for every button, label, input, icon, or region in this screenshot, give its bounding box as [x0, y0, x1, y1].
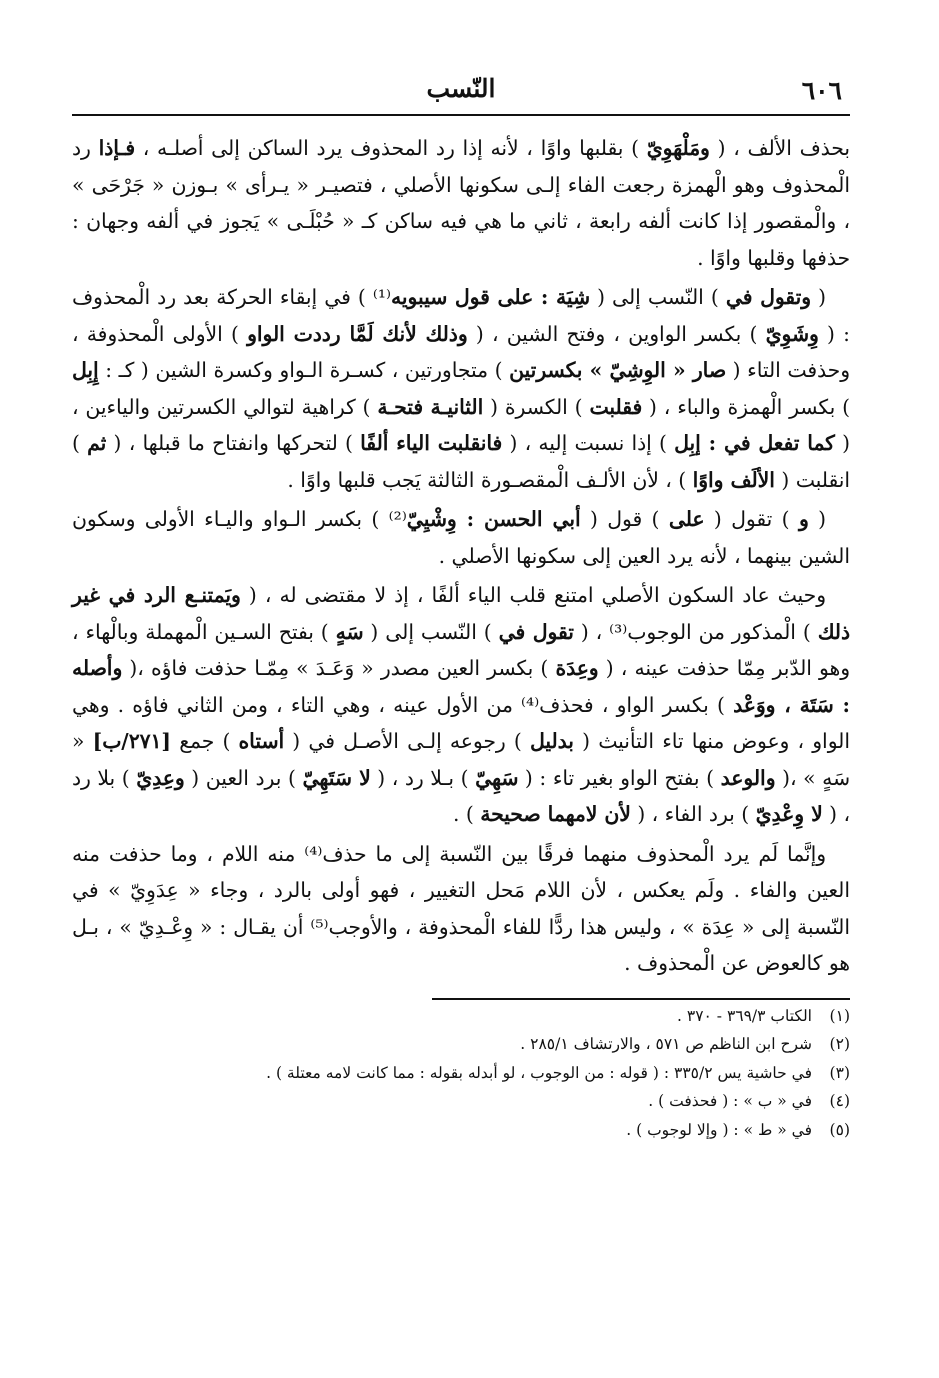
text-segment: ) الأولى الْمحذوفة ، وحذفت التاء ( [72, 321, 851, 382]
paragraph [72, 501, 850, 574]
footnote [72, 1116, 850, 1145]
page-header [72, 70, 850, 116]
text-segment: بحذف الألف ، ( [709, 136, 850, 160]
bold-text-segment: وعِدَة [555, 656, 599, 680]
text-segment: ⁽²⁾ ) بكسر الـواو واليـاء الأولى وسكون الشين بينهما ، لأنه يرد العين إلى سكونها الأصلي . [72, 507, 850, 568]
text-segment: ) بفتح السـين الْمهملة وبالْهاء ، وهو الدّبر مِمّا حذفت عينه ، ( [72, 619, 850, 680]
main-text [72, 130, 850, 982]
text-segment: ) النّسب إلى ( [363, 619, 499, 644]
text-segment: « سَهٍ » ،( [72, 729, 851, 790]
paragraph [72, 279, 850, 498]
text-segment: ⁽¹⁾ ) في إبقاء الحركة بعد رد الْمحذوف : ( [72, 285, 850, 346]
text-segment: ) بكسر العين مصدر « وَعَـدَ » مِمّـا حذفت فاؤه ،( [122, 656, 556, 680]
footnote-text: في « ب » : ( فحذفت ) . [648, 1092, 812, 1110]
bold-text-segment: شِيَة : على قول سيبويه [390, 285, 590, 309]
bold-text-segment: ومَلْهَوِيّ [646, 136, 710, 160]
bold-text-segment: فـإذا [98, 136, 136, 160]
text-segment: ) تقول ( [704, 507, 799, 531]
footnote [72, 1087, 850, 1116]
footnote-number: (٥) [829, 1120, 850, 1139]
document-page [72, 70, 850, 1144]
paragraph [72, 577, 850, 833]
paragraph [72, 836, 850, 982]
text-segment: ) برد العين ( [184, 765, 303, 790]
bold-text-segment: سَهٍ [335, 619, 364, 644]
bold-text-segment: فقلبت [589, 394, 643, 419]
text-segment: ) بلا رد ، ( [72, 765, 850, 826]
bold-text-segment: ويَمتنـع الرد في غير ذلك [72, 583, 850, 644]
bold-text-segment: أستاه [238, 729, 285, 753]
text-segment: ) إذا نسبت إليه ، ( [502, 431, 675, 455]
text-segment: ( [808, 507, 827, 531]
bold-text-segment: ثم [87, 431, 107, 455]
footnote [72, 1059, 850, 1088]
bold-text-segment: وذلك لأنك لَمَّا رددت الواو [247, 321, 468, 346]
text-segment: ) رجوعه إلـى الأصـل في ( [284, 729, 530, 753]
footnote-text: في « ط » : ( وإلا لوجوب ) . [626, 1120, 812, 1139]
bold-text-segment: وِشَوِيّ [765, 321, 819, 346]
text-segment: ) بقلبها واوًا ، لأنه إذا رد المحذوف يرد الساكن إلى أصلـه ، [135, 136, 647, 160]
bold-text-segment: الثانيـة فتحـة [377, 394, 484, 419]
bold-text-segment: لأن لامهما صحيحة [480, 802, 631, 826]
bold-text-segment: لا سَتَهِيّ [302, 765, 371, 790]
bold-text-segment: سَهِيّ [475, 765, 519, 790]
text-segment: ) بـلا رد ، ( [370, 765, 476, 790]
text-segment: ) النّسب إلى ( [590, 285, 726, 309]
bold-text-segment: و [798, 507, 809, 531]
text-segment: وحيث عاد السكون الأصلي امتنع قلب الياء ألفًا ، إذ لا مقتضى له ، ( [240, 583, 826, 607]
footnote-text: الكتاب ٣٦٩/٣ - ٣٧٠ . [677, 1006, 812, 1025]
text-segment: ) الْمذكور من الوجوب⁽³⁾ ، ( [573, 619, 818, 644]
bold-text-segment: كما تفعل في : إبِل [674, 431, 835, 455]
footnote-text: في حاشية يس ٣٣٥/٢ : ( قوله : من الوجوب ، لو أبدله بقوله : مما كانت لامه معتلة ) . [266, 1063, 812, 1082]
text-segment: ) بكسر الواو ، فحذف⁽⁴⁾ من الأول عينه ، وهي التاء ، ومن الثاني فاؤه . وهي الواو ، وعوض منها تاء التأنيث ( [72, 692, 850, 753]
bold-text-segment: والوعد [720, 765, 776, 790]
text-segment: ) الكسرة ( [483, 394, 590, 419]
text-segment: ) بكسر الواوين ، وفتح الشين ، ( [467, 321, 766, 346]
text-segment: ) ، لأن الألـف الْمقصـورة الثالثة يَجب قلبها واوًا . [287, 467, 693, 492]
text-segment: ( [811, 285, 826, 309]
bold-text-segment: وعِدِيّ [136, 765, 185, 790]
bold-text-segment: صار « الوِشِيّ » بكسرتين [509, 358, 727, 382]
text-segment: ) . [452, 802, 481, 826]
bold-text-segment: وأصله : سَتَة ، ووَعْد [72, 656, 850, 717]
text-segment: ) بفتح الواو بغير تاء : ( [518, 765, 721, 790]
text-segment: رد الْمحذوف وهو الْهمزة رجعت الفاء إلـى سكونها الأصلي ، فتصيـر « يـرأى » بـوزن « جَرْحَى » ، والْمقصور إذا كانت ألفه رابعة ، ثاني ما هي فيه ساكن كـ « حُبْلَـى » يَجوز في ألفه وجهان : حذفها وقلبها واوًا . [72, 136, 850, 270]
text-segment: ) برد الفاء ، ( [630, 802, 756, 826]
text-segment: ) لتحركها وانفتاح ما قبلها ، ( [106, 431, 361, 455]
bold-text-segment: لا وِعْدِيّ [755, 802, 823, 826]
bold-text-segment: بدليل [530, 729, 574, 753]
footnote-list [72, 1002, 850, 1145]
bold-text-segment: [٢٧١/ب] [92, 729, 172, 753]
bold-text-segment: الألَف واوًا [692, 467, 775, 492]
paragraph [72, 130, 850, 276]
bold-text-segment: تقول في [498, 619, 574, 644]
bold-text-segment: فانقلبت الياء ألفًا [360, 431, 503, 455]
footnotes-section [72, 998, 850, 1145]
text-segment: ) قول ( [580, 507, 669, 531]
bold-text-segment: أبي الحسن : وِشْيِيّ [406, 507, 581, 531]
bold-text-segment: إِبِل [72, 358, 99, 382]
text-segment: ) كراهية لتوالي الكسرتين والياءين ، ( [72, 394, 850, 455]
text-segment: ) انقلبت ( [72, 431, 850, 492]
footnote [72, 1002, 850, 1031]
footnote-text: شرح ابن الناظم ص ٥٧١ ، والارتشاف ٢٨٥/١ . [520, 1035, 812, 1053]
bold-text-segment: على [668, 507, 705, 531]
text-segment: ) متجاورتين ، كسـرة الـواو وكسرة الشين ( كـ : [98, 358, 510, 382]
footnote-number: (٤) [829, 1092, 850, 1110]
page-number: ٦٠٦ [801, 76, 842, 105]
bold-text-segment: وتقول في [725, 285, 812, 309]
footnote-number: (٣) [829, 1063, 850, 1082]
text-segment: ) بكسر الْهمزة والباء ، ( [642, 394, 850, 419]
footnote [72, 1030, 850, 1059]
running-title: النّسب [426, 74, 496, 103]
text-segment: وإنَّما لَم يرد الْمحذوف منهما فرقًا بين النّسبة إلى ما حذف⁽⁴⁾ منه اللام ، وما حذفت منه العين والفاء . ولَم يعكس ، لأن اللام مَحل التغيير ، فهو أولى بالرد ، وجاء « عِدَوِيّ » في النّسبة إلى « عِدَة » ، وليس هذا ردًّا للفاء الْمحذوفة ، والأوجب⁽⁵⁾ أن يقـال : « وِعْـدِيّ » ، بـل هو كالعوض عن الْمحذوف . [72, 841, 850, 975]
text-segment: ) جمع [171, 729, 239, 753]
footnote-number: (٢) [829, 1035, 850, 1053]
footnote-number: (١) [829, 1006, 850, 1025]
